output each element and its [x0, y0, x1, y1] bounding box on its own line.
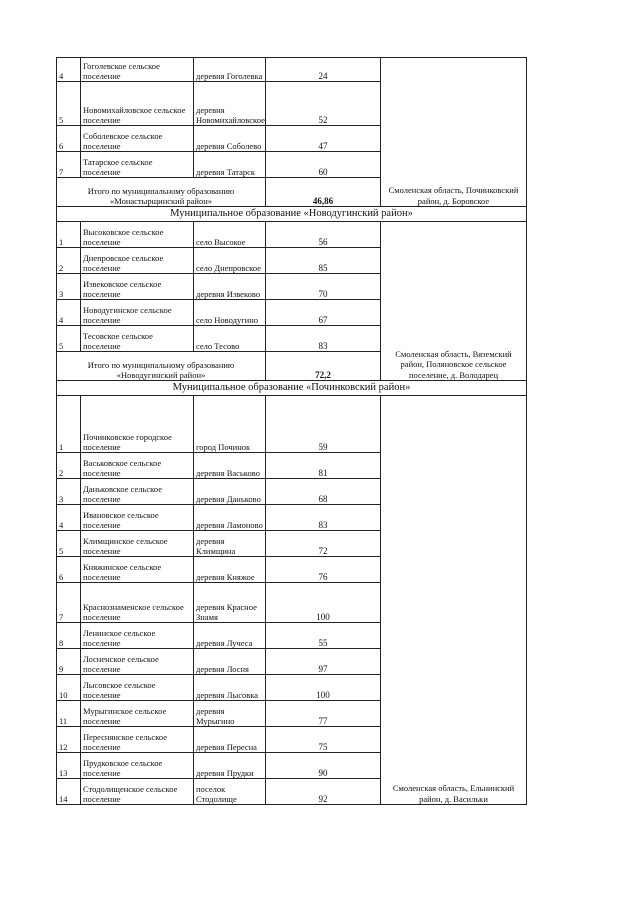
admin-center: деревня Красное Знамя	[194, 583, 266, 623]
settlement-name: Васьковское сельское поселение	[81, 453, 194, 479]
settlement-name: Мурыгинское сельское поселение	[81, 701, 194, 727]
settlement-name: Климщинское сельское поселение	[81, 531, 194, 557]
address-cell: Смоленская область, Вяземский район, Поляновское сельское поселение, д. Володарец	[381, 222, 527, 381]
row-number: 2	[57, 453, 81, 479]
value-cell: 60	[266, 152, 381, 178]
value-cell: 67	[266, 300, 381, 326]
row-number: 3	[57, 479, 81, 505]
municipal-table	[56, 57, 527, 805]
total-label: Итого по муниципальному образованию «Монастырщинский район»	[57, 178, 266, 207]
value-cell: 56	[266, 222, 381, 248]
row-number: 11	[57, 701, 81, 727]
admin-center: деревня Лысовка	[194, 675, 266, 701]
row-number: 10	[57, 675, 81, 701]
row-number: 8	[57, 623, 81, 649]
table-row	[57, 396, 527, 453]
row-number: 9	[57, 649, 81, 675]
value-cell: 76	[266, 557, 381, 583]
settlement-name: Извековское сельское поселение	[81, 274, 194, 300]
admin-center: деревня Даньково	[194, 479, 266, 505]
settlement-name: Гоголевское сельское поселение	[81, 58, 194, 82]
row-number: 1	[57, 222, 81, 248]
admin-center: деревня Пересна	[194, 727, 266, 753]
admin-center: село Высокое	[194, 222, 266, 248]
value-cell: 92	[266, 779, 381, 805]
settlement-name: Высоковское сельское поселение	[81, 222, 194, 248]
admin-center: село Новодугино	[194, 300, 266, 326]
value-cell: 90	[266, 753, 381, 779]
admin-center: деревня Соболево	[194, 126, 266, 152]
admin-center: деревня Лучеса	[194, 623, 266, 649]
row-number: 5	[57, 326, 81, 352]
admin-center: деревня Новомихайловское	[194, 82, 266, 126]
admin-center: деревня Лосня	[194, 649, 266, 675]
section-heading-row	[57, 381, 527, 396]
total-value: 72,2	[266, 352, 381, 381]
value-cell: 97	[266, 649, 381, 675]
section-heading: Муниципальное образование «Починковский район»	[57, 381, 527, 396]
value-cell: 100	[266, 583, 381, 623]
admin-center: город Починок	[194, 396, 266, 453]
total-value: 46,86	[266, 178, 381, 207]
value-cell: 70	[266, 274, 381, 300]
admin-center: село Тесово	[194, 326, 266, 352]
value-cell: 83	[266, 505, 381, 531]
row-number: 5	[57, 531, 81, 557]
row-number: 6	[57, 557, 81, 583]
table-row	[57, 58, 527, 82]
row-number: 1	[57, 396, 81, 453]
admin-center: деревня Татарск	[194, 152, 266, 178]
row-number: 5	[57, 82, 81, 126]
admin-center: деревня Климщина	[194, 531, 266, 557]
value-cell: 81	[266, 453, 381, 479]
settlement-name: Лысовское сельское поселение	[81, 675, 194, 701]
settlement-name: Починковское городское поселение	[81, 396, 194, 453]
row-number: 2	[57, 248, 81, 274]
row-number: 14	[57, 779, 81, 805]
admin-center: поселок Стодолище	[194, 779, 266, 805]
admin-center: деревня Васьково	[194, 453, 266, 479]
row-number: 6	[57, 126, 81, 152]
value-cell: 68	[266, 479, 381, 505]
address-cell: Смоленская область, Починковский район, д. Боровское	[381, 58, 527, 207]
value-cell: 85	[266, 248, 381, 274]
settlement-name: Ивановское сельское поселение	[81, 505, 194, 531]
admin-center: деревня Ламоново	[194, 505, 266, 531]
settlement-name: Даньковское сельское поселение	[81, 479, 194, 505]
settlement-name: Новомихайловское сельское поселение	[81, 82, 194, 126]
value-cell: 72	[266, 531, 381, 557]
settlement-name: Переснянское сельское поселение	[81, 727, 194, 753]
value-cell: 75	[266, 727, 381, 753]
row-number: 4	[57, 300, 81, 326]
value-cell: 52	[266, 82, 381, 126]
settlement-name: Княжинское сельское поселение	[81, 557, 194, 583]
value-cell: 83	[266, 326, 381, 352]
row-number: 7	[57, 583, 81, 623]
settlement-name: Лосненское сельское поселение	[81, 649, 194, 675]
row-number: 4	[57, 58, 81, 82]
section-heading: Муниципальное образование «Новодугинский район»	[57, 207, 527, 222]
admin-center: село Днепровское	[194, 248, 266, 274]
value-cell: 77	[266, 701, 381, 727]
settlement-name: Татарское сельское поселение	[81, 152, 194, 178]
row-number: 7	[57, 152, 81, 178]
admin-center: деревня Гоголевка	[194, 58, 266, 82]
settlement-name: Краснознаменское сельское поселение	[81, 583, 194, 623]
settlement-name: Прудковское сельское поселение	[81, 753, 194, 779]
row-number: 12	[57, 727, 81, 753]
value-cell: 47	[266, 126, 381, 152]
total-label: Итого по муниципальному образованию «Новодугинский район»	[57, 352, 266, 381]
settlement-name: Ленинское сельское поселение	[81, 623, 194, 649]
table-row	[57, 222, 527, 248]
settlement-name: Стодолищенское сельское поселение	[81, 779, 194, 805]
settlement-name: Новодугинское сельское поселение	[81, 300, 194, 326]
address-cell: Смоленская область, Ельнинский район, д. Васильки	[381, 396, 527, 805]
settlement-name: Соболевское сельское поселение	[81, 126, 194, 152]
value-cell: 59	[266, 396, 381, 453]
admin-center: деревня Мурыгино	[194, 701, 266, 727]
row-number: 3	[57, 274, 81, 300]
row-number: 4	[57, 505, 81, 531]
row-number: 13	[57, 753, 81, 779]
value-cell: 55	[266, 623, 381, 649]
admin-center: деревня Княжое	[194, 557, 266, 583]
section-heading-row	[57, 207, 527, 222]
admin-center: деревня Извеково	[194, 274, 266, 300]
value-cell: 100	[266, 675, 381, 701]
value-cell: 24	[266, 58, 381, 82]
settlement-name: Тесовское сельское поселение	[81, 326, 194, 352]
admin-center: деревня Прудки	[194, 753, 266, 779]
settlement-name: Днепровское сельское поселение	[81, 248, 194, 274]
